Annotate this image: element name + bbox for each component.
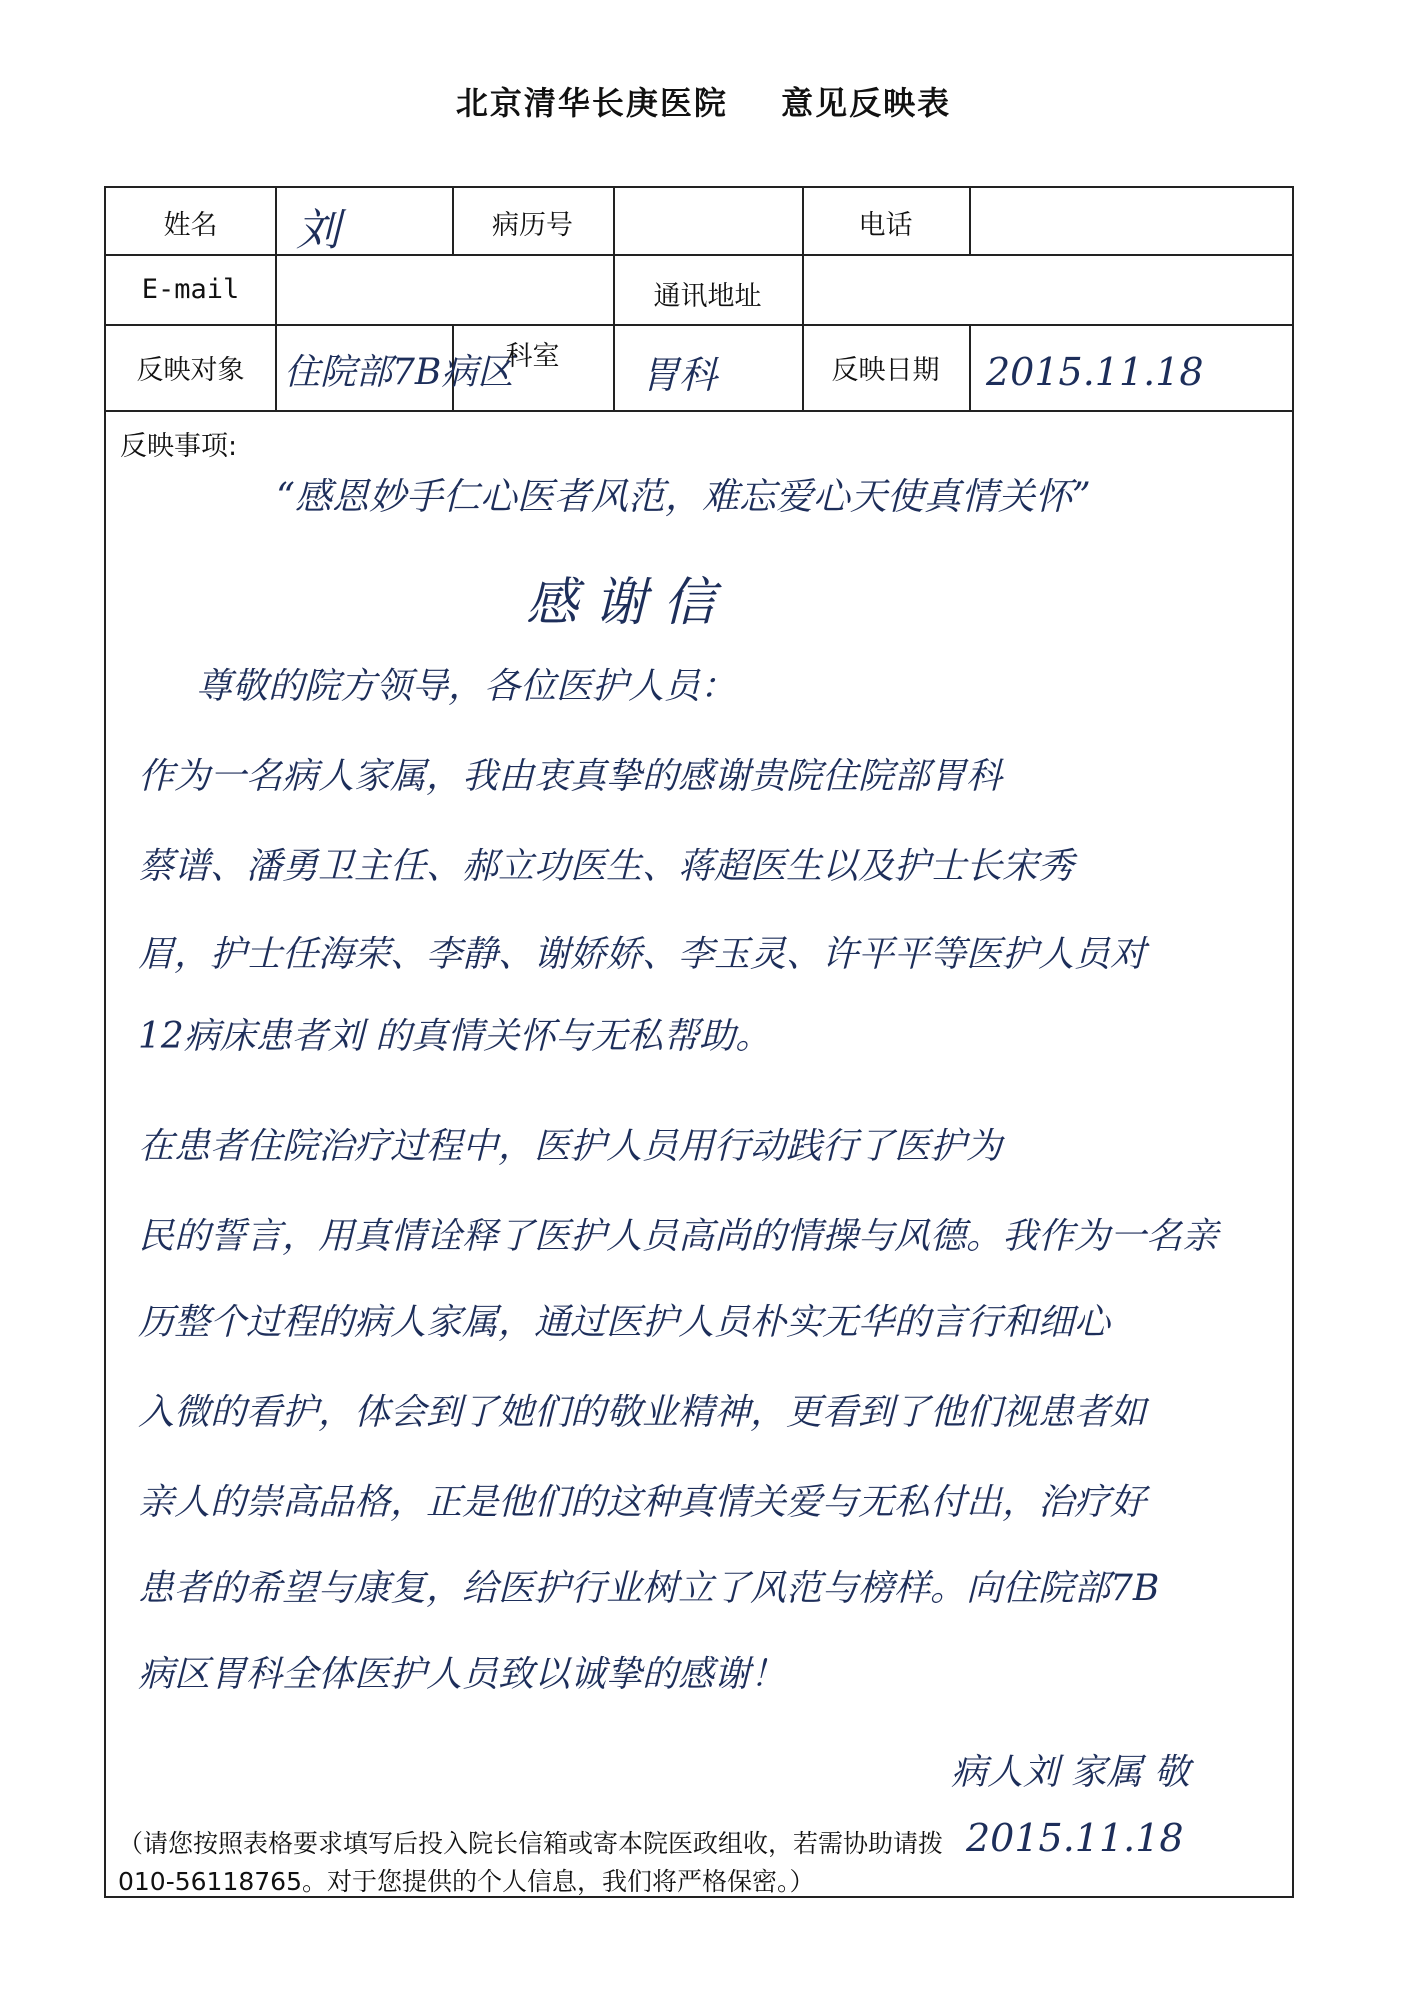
footer-note-line1: （请您按照表格要求填写后投入院长信箱或寄本院医政组收，若需协助请拨 — [118, 1829, 944, 1858]
content-label: 反映事项: — [120, 431, 238, 462]
email-label: E-mail — [141, 274, 240, 305]
record-number-label: 病历号 — [492, 210, 573, 241]
col-divider — [969, 188, 971, 254]
letter-title: 感 谢 信 — [526, 573, 716, 633]
letter-line: 在患者住院治疗过程中，医护人员用行动践行了医护为 — [138, 1126, 1003, 1167]
name-label: 姓名 — [163, 210, 218, 241]
signature: 病人刘 家属 敬 — [951, 1752, 1190, 1793]
date-value[interactable]: 2015.11.18 — [986, 350, 1204, 394]
footer-note-line2: 010-56118765。对于您提供的个人信息，我们将严格保密。） — [118, 1867, 815, 1896]
letter-line: 尊敬的院方领导，各位医护人员： — [196, 666, 737, 707]
row-divider — [106, 324, 1292, 326]
letter-line: 入微的看护，体会到了她们的敬业精神，更看到了他们视患者如 — [138, 1392, 1147, 1433]
hospital-name: 北京清华长庚医院 — [455, 84, 728, 122]
form-title — [0, 78, 1407, 124]
signature-date: 2015.11.18 — [966, 1816, 1184, 1860]
letter-line: 亲人的崇高品格，正是他们的这种真情关爱与无私付出，治疗好 — [138, 1482, 1147, 1523]
letter-line: 历整个过程的病人家属，通过医护人员朴实无华的言行和细心 — [138, 1302, 1111, 1343]
target-value[interactable]: 住院部7B病区 — [284, 352, 514, 393]
letter-line: 患者的希望与康复，给医护行业树立了风范与榜样。向住院部7B — [138, 1568, 1160, 1609]
name-value[interactable]: 刘 — [296, 205, 340, 256]
letter-line: 作为一名病人家属，我由衷真挚的感谢贵院住院部胃科 — [138, 756, 1003, 797]
row-divider — [106, 254, 1292, 256]
letter-heading: “感恩妙手仁心医者风范，难忘爱心天使真情关怀” — [276, 475, 1091, 518]
date-label: 反映日期 — [831, 355, 940, 386]
col-divider — [969, 324, 971, 410]
form-name: 意见反映表 — [781, 84, 952, 122]
target-label: 反映对象 — [136, 355, 245, 386]
letter-line: 民的誓言，用真情诠释了医护人员高尚的情操与风德。我作为一名亲 — [138, 1216, 1219, 1257]
letter-line: 12病床患者刘 的真情关怀与无私帮助。 — [138, 1016, 772, 1057]
col-divider — [275, 188, 277, 410]
feedback-form — [104, 186, 1294, 1898]
address-label: 通讯地址 — [653, 281, 762, 312]
department-label: 科室 — [505, 341, 560, 372]
letter-line: 蔡谱、潘勇卫主任、郝立功医生、蒋超医生以及护士长宋秀 — [138, 846, 1075, 887]
letter-line: 眉，护士任海荣、李静、谢娇娇、李玉灵、许平平等医护人员对 — [138, 934, 1147, 975]
phone-label: 电话 — [858, 210, 913, 241]
row-divider — [106, 410, 1292, 412]
department-value[interactable]: 胃科 — [641, 353, 718, 397]
letter-line: 病区胃科全体医护人员致以诚挚的感谢！ — [138, 1654, 787, 1695]
